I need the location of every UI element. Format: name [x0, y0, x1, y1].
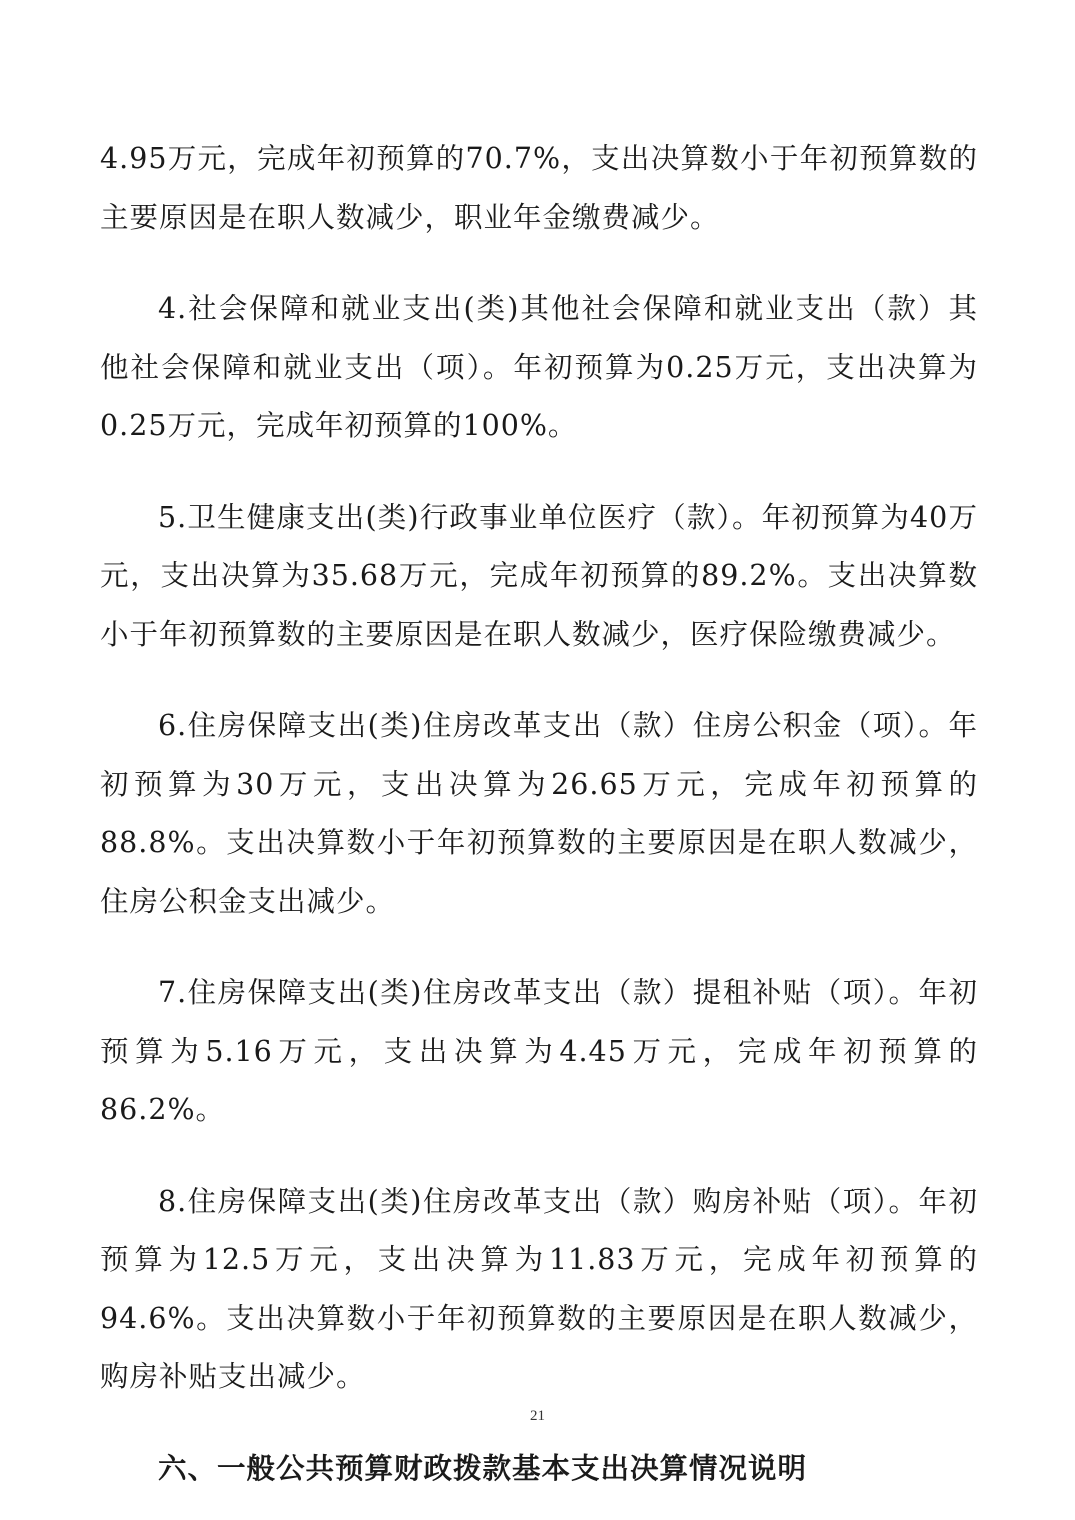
paragraph-item-5: 5.卫生健康支出(类)行政事业单位医疗（款）。年初预算为40万元，支出决算为35.68万元，完成年初预算的89.2%。支出决算数小于年初预算数的主要原因是在职人数减少，医疗保险缴费减少。 — [100, 500, 978, 651]
section-heading: 六、一般公共预算财政拨款基本支出决算情况说明 — [158, 1451, 808, 1485]
paragraph-item-8: 8.住房保障支出(类)住房改革支出（款）购房补贴（项）。年初预算为12.5万元，支出决算为11.83万元，完成年初预算的94.6%。支出决算数小于年初预算数的主要原因是在职人数减少，购房补贴支出减少。 — [100, 1184, 978, 1393]
paragraph-item-7: 7.住房保障支出(类)住房改革支出（款）提租补贴（项）。年初预算为5.16万元，支出决算为4.45万元，完成年初预算的86.2%。 — [100, 976, 978, 1126]
page-number: 21 — [530, 1408, 545, 1424]
paragraph-item-4: 4.社会保障和就业支出(类)其他社会保障和就业支出（款）其他社会保障和就业支出（项）。年初预算为0.25万元，支出决算为0.25万元，完成年初预算的100%。 — [100, 292, 978, 442]
document-body — [100, 130, 978, 1498]
paragraph-item-6: 6.住房保障支出(类)住房改革支出（款）住房公积金（项）。年初预算为30万元，支出决算为26.65万元，完成年初预算的88.8%。支出决算数小于年初预算数的主要原因是在职人数减少，住房公积金支出减少。 — [100, 709, 978, 918]
paragraph-continuation: 4.95万元，完成年初预算的70.7%，支出决算数小于年初预算数的主要原因是在职人数减少，职业年金缴费减少。 — [100, 142, 978, 234]
